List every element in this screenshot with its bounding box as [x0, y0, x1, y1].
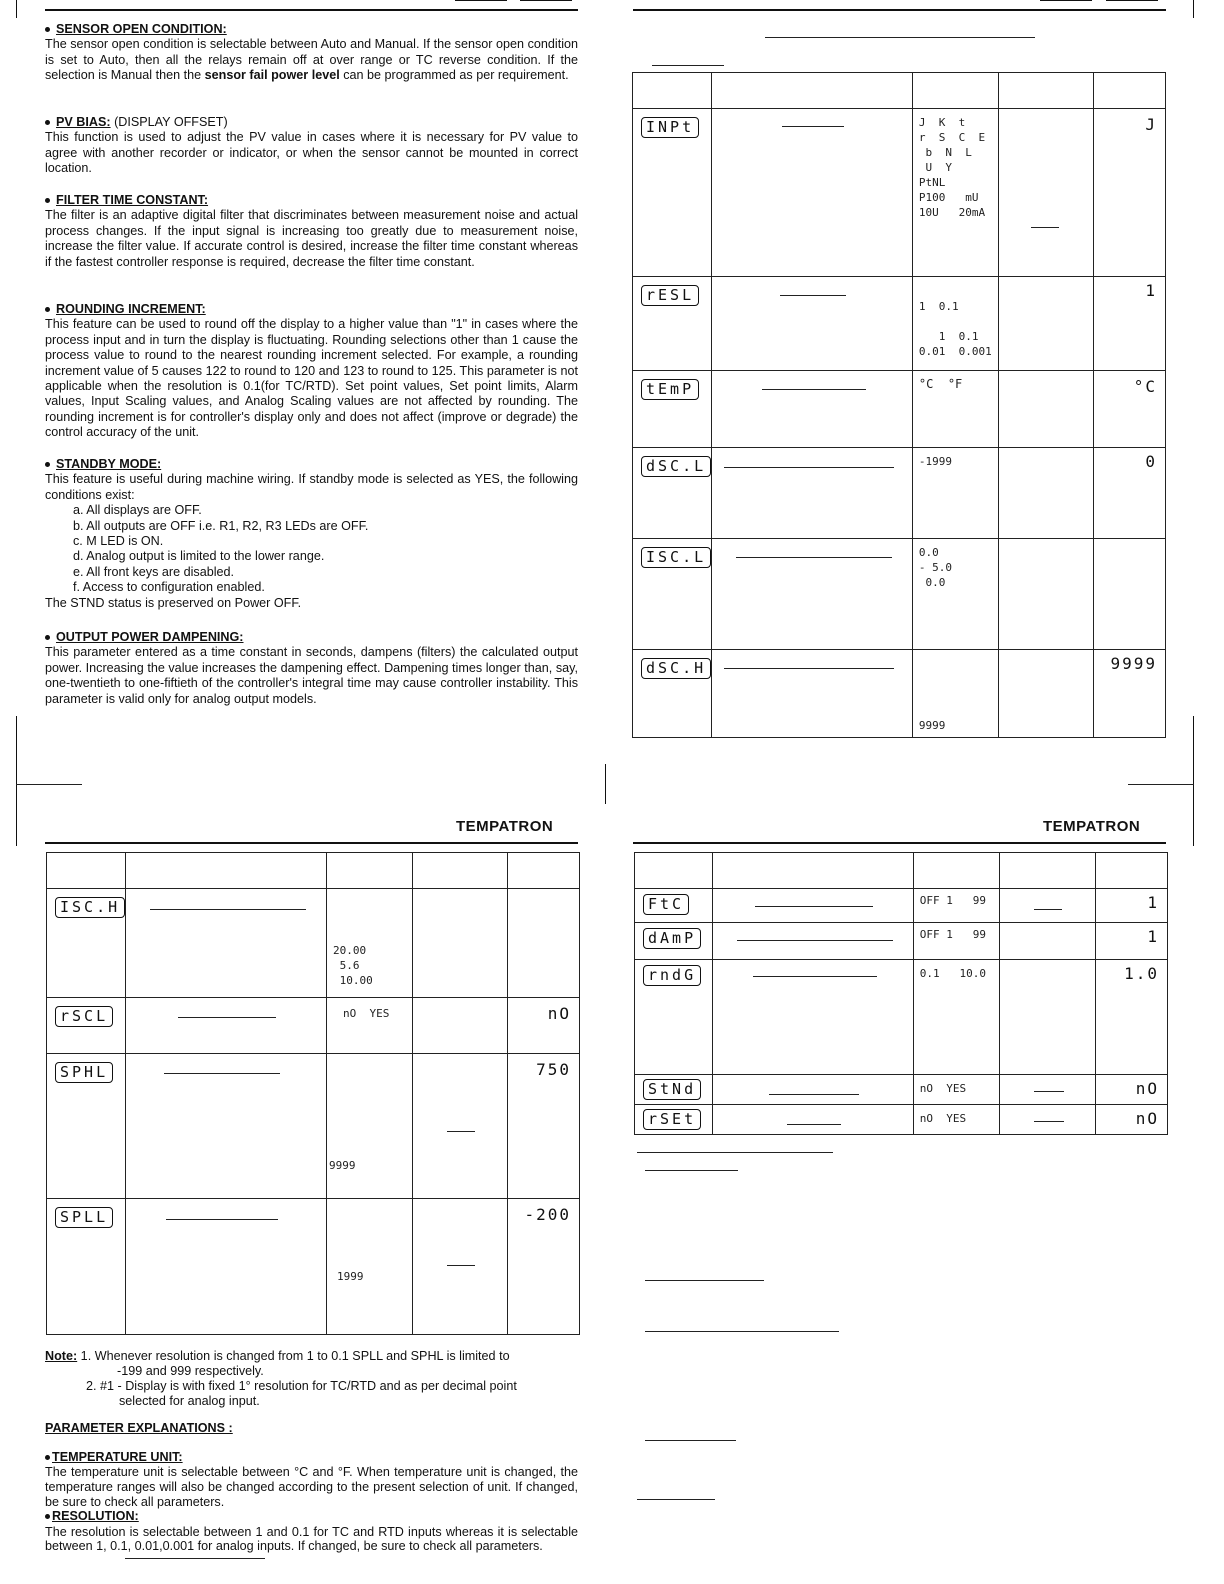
note-text: -199 and 999 respectively. [117, 1364, 264, 1378]
description-line [736, 557, 892, 558]
header-tab [1040, 0, 1092, 1]
default-value: nO [1135, 1079, 1159, 1098]
filter-section [45, 193, 578, 270]
range-values: 9999 [918, 719, 946, 732]
standby-section [45, 457, 578, 611]
note-text: 1. Whenever resolution is changed from 1 to 0.1 SPLL and SPHL is limited to [77, 1349, 510, 1363]
section-heading: OUTPUT POWER DAMPENING: [56, 630, 244, 644]
crop-mark [605, 764, 606, 804]
bullet-icon [45, 1514, 50, 1519]
table-row [635, 1105, 1168, 1135]
range-values: J K t r S C E b N L U Y PtNL P100 mU 10U 20mA [918, 116, 986, 219]
section-body: The temperature unit is selectable between °C and °F. When temperature unit is changed, the temperature ranges will also be changed according to the present selection of unit. If changed, be sure to check all parameters. [45, 1465, 578, 1509]
note-label: Note: [45, 1349, 78, 1363]
lcd-param-code: SPLL [55, 1207, 113, 1228]
section-body: This parameter entered as a time constant in seconds, dampens (filters) the calculated output power. Increasing the value increases the dampening effect. Dampening times longer than, say, one-twentieth to one-fiftieth of the controller's integral time may cause controller instability. This parameter is valid only for analog output models. [45, 645, 578, 706]
lcd-param-code: tEmP [641, 379, 699, 400]
description-line [164, 1073, 280, 1074]
table-row [633, 277, 1166, 371]
description-line [737, 940, 893, 941]
list-item: f. Access to configuration enabled. [73, 580, 265, 595]
units-line [1031, 227, 1059, 228]
dampening-section [45, 630, 578, 707]
lcd-param-code: rndG [643, 965, 701, 986]
section-heading: PV BIAS: [56, 115, 111, 129]
bullet-icon [45, 307, 50, 312]
sensor-open-section [45, 22, 578, 84]
section-heading: SENSOR OPEN CONDITION: [56, 22, 227, 36]
list-item: c. M LED is ON. [73, 534, 164, 549]
units-line [447, 1131, 475, 1132]
notes-block [45, 1349, 578, 1409]
range-values: 0.1 10.0 [919, 967, 987, 980]
blank-heading-line [645, 1331, 839, 1332]
crop-mark [16, 716, 17, 846]
description-line [178, 1017, 276, 1018]
header-tab [520, 0, 572, 1]
section-body: This function is used to adjust the PV value in cases where it is necessary for PV value to agree with another recorder or indicator, or when the sensor cannot be mounted in correct location. [45, 130, 578, 176]
table-row [47, 889, 580, 998]
description-line [755, 906, 873, 907]
table-row [635, 889, 1168, 923]
config-table-right-top [632, 72, 1166, 738]
lcd-param-code: dSC.H [641, 658, 711, 679]
blank-heading-line [645, 1170, 738, 1171]
table-row [633, 539, 1166, 650]
lcd-param-code: StNd [643, 1079, 701, 1100]
units-line [1034, 909, 1062, 910]
section-heading: STANDBY MODE: [56, 457, 162, 471]
description-line [780, 295, 846, 296]
section-heading: RESOLUTION: [52, 1509, 139, 1524]
section-heading: TEMPERATURE UNIT: [52, 1450, 183, 1464]
default-value: 750 [536, 1060, 571, 1079]
default-value: 0 [1145, 452, 1157, 471]
blank-line [125, 1558, 265, 1559]
range-values: nO YES [343, 1007, 390, 1020]
units-line [1034, 1121, 1064, 1122]
blank-heading-line [645, 1440, 736, 1441]
bullet-icon [45, 635, 50, 640]
table-row [633, 650, 1166, 738]
section-body: The filter is an adaptive digital filter that discriminates between measurement noise and actual process changes. If the input signal is increasing too greatly due to measurement noise, increase the filter value. If accurate control is desired, increase the filter time constant whereas if the fastest controller response is required, decrease the filter time constant. [45, 208, 578, 269]
lcd-param-code: ISC.L [641, 547, 711, 568]
range-values: °C °F [918, 377, 963, 391]
description-line [762, 389, 866, 390]
top-rule-left [45, 9, 578, 11]
units-line [447, 1265, 475, 1266]
section-body: The resolution is selectable between 1 and 0.1 for TC and RTD inputs whereas it is selectable between 1, 0.1, 0.01,0.001 for analog inputs. If changed, be sure to check all parameters. [45, 1524, 578, 1554]
section-body: This feature is useful during machine wiring. If standby mode is selected as YES, the following conditions exist: [45, 472, 578, 502]
blank-heading-line [645, 1280, 764, 1281]
default-value: J [1145, 115, 1157, 134]
range-values: 0.0 - 5.0 0.0 [918, 546, 953, 589]
lcd-param-code: INPt [641, 117, 699, 138]
section-body: can be programmed as per requirement. [339, 68, 569, 83]
table-row [633, 448, 1166, 539]
brand-logo: TEMPATRON [456, 818, 554, 835]
lcd-param-code: FtC [643, 894, 689, 915]
default-value: °C [1133, 377, 1157, 396]
lcd-param-code: dSC.L [641, 456, 711, 477]
config-table-left-bottom [46, 852, 580, 1335]
crop-mark [1193, 716, 1194, 846]
description-line [753, 976, 877, 977]
default-value: 1 [1145, 281, 1157, 300]
crop-mark [16, 0, 17, 18]
bullet-icon [45, 1455, 50, 1460]
range-values: -1999 [918, 455, 953, 468]
range-values: 9999 [329, 1159, 356, 1172]
table-row [47, 1054, 580, 1199]
list-item: b. All outputs are OFF i.e. R1, R2, R3 LEDs are OFF. [73, 518, 369, 533]
subtitle-rule [652, 65, 724, 66]
pv-bias-section [45, 115, 578, 177]
bullet-icon [45, 120, 50, 125]
table-row [633, 371, 1166, 448]
range-values: OFF 1 99 [919, 928, 987, 941]
list-item: d. Analog output is limited to the lower range. [73, 549, 325, 564]
range-values: nO YES [919, 1112, 967, 1125]
lcd-param-code: dAmP [643, 928, 701, 949]
bullet-icon [45, 198, 50, 203]
section-heading-suffix: (DISPLAY OFFSET) [110, 115, 228, 129]
table-row [47, 998, 580, 1054]
range-values: 1999 [337, 1270, 364, 1283]
lcd-param-code: rSEt [643, 1109, 701, 1130]
default-value: nO [547, 1004, 571, 1023]
section-tail: The STND status is preserved on Power OFF. [45, 595, 302, 610]
blank-heading-line [637, 1499, 715, 1500]
header-tab [1106, 0, 1158, 1]
range-values: 1 0.1 1 0.1 0.01 0.001 [918, 300, 992, 358]
description-line [724, 467, 894, 468]
crop-mark [1193, 0, 1194, 18]
default-value: 9999 [1110, 654, 1157, 673]
description-line [782, 126, 844, 127]
default-value: 1 [1147, 893, 1159, 912]
table-row [635, 960, 1168, 1075]
crop-mark [16, 784, 82, 785]
units-line [1034, 1091, 1064, 1092]
logo-rule-right [633, 842, 1166, 844]
range-values: OFF 1 99 [919, 894, 987, 907]
lcd-param-code: ISC.H [55, 897, 125, 918]
description-line [150, 909, 306, 910]
range-values: nO YES [919, 1082, 967, 1095]
crop-mark [1128, 784, 1194, 785]
logo-rule-left [45, 842, 578, 844]
bullet-icon [45, 27, 50, 32]
range-values: 20.00 5.6 10.00 [333, 944, 373, 987]
lcd-param-code: SPHL [55, 1062, 113, 1083]
default-value: nO [1135, 1109, 1159, 1128]
lcd-param-code: rESL [641, 285, 699, 306]
rounding-section [45, 302, 578, 441]
table-row [47, 1199, 580, 1335]
section-heading: FILTER TIME CONSTANT: [56, 193, 209, 207]
lcd-param-code: rSCL [55, 1006, 113, 1027]
brand-logo: TEMPATRON [1043, 818, 1141, 835]
title-rule [765, 37, 1035, 38]
table-row [635, 923, 1168, 960]
default-value: 1.0 [1124, 964, 1159, 983]
list-item: e. All front keys are disabled. [73, 564, 235, 579]
header-tab [455, 0, 507, 1]
config-table-right-bottom [634, 852, 1168, 1135]
table-row [633, 109, 1166, 277]
blank-heading-line [637, 1152, 833, 1153]
list-item: a. All displays are OFF. [73, 503, 202, 518]
explanations-title: PARAMETER EXPLANATIONS : [45, 1421, 233, 1435]
description-line [787, 1124, 841, 1125]
section-body: The sensor open condition is selectable between Auto and Manual. If the sensor open condition is set to Auto, then all the relays remain off at over range or TC reverse condition. If the selection is Manual then the [45, 37, 578, 83]
description-line [724, 668, 894, 669]
description-line [166, 1219, 278, 1220]
description-line [769, 1094, 859, 1095]
section-body-bold: sensor fail power level [204, 68, 340, 83]
bullet-icon [45, 462, 50, 467]
note-text: 2. #1 - Display is with fixed 1° resolution for TC/RTD and as per decimal point [86, 1379, 517, 1393]
top-rule-right [633, 9, 1166, 11]
temperature-unit-section [45, 1450, 578, 1554]
default-value: 1 [1147, 927, 1159, 946]
section-body: This feature can be used to round off the display to a higher value than "1" in cases where the process input and in turn the display is fluctuating. Rounding selections other than 1 cause the process value to round to the nearest rounding increment selected. For example, a rounding increment value of 5 causes 122 to round to 120 and 123 to round to 125. This parameter is not applicable when the resolution is 0.1(for TC/RTD). Set point values, Set point limits, Alarm values, Input Scaling values, and Analog Scaling values are not affected by rounding. The rounding increment is for controller's display only and does not affect (improve or degrade) the control accuracy of the unit. [45, 317, 578, 440]
default-value: -200 [524, 1205, 571, 1224]
section-heading: ROUNDING INCREMENT: [56, 302, 206, 316]
note-text: selected for analog input. [119, 1394, 260, 1408]
table-row [635, 1075, 1168, 1105]
